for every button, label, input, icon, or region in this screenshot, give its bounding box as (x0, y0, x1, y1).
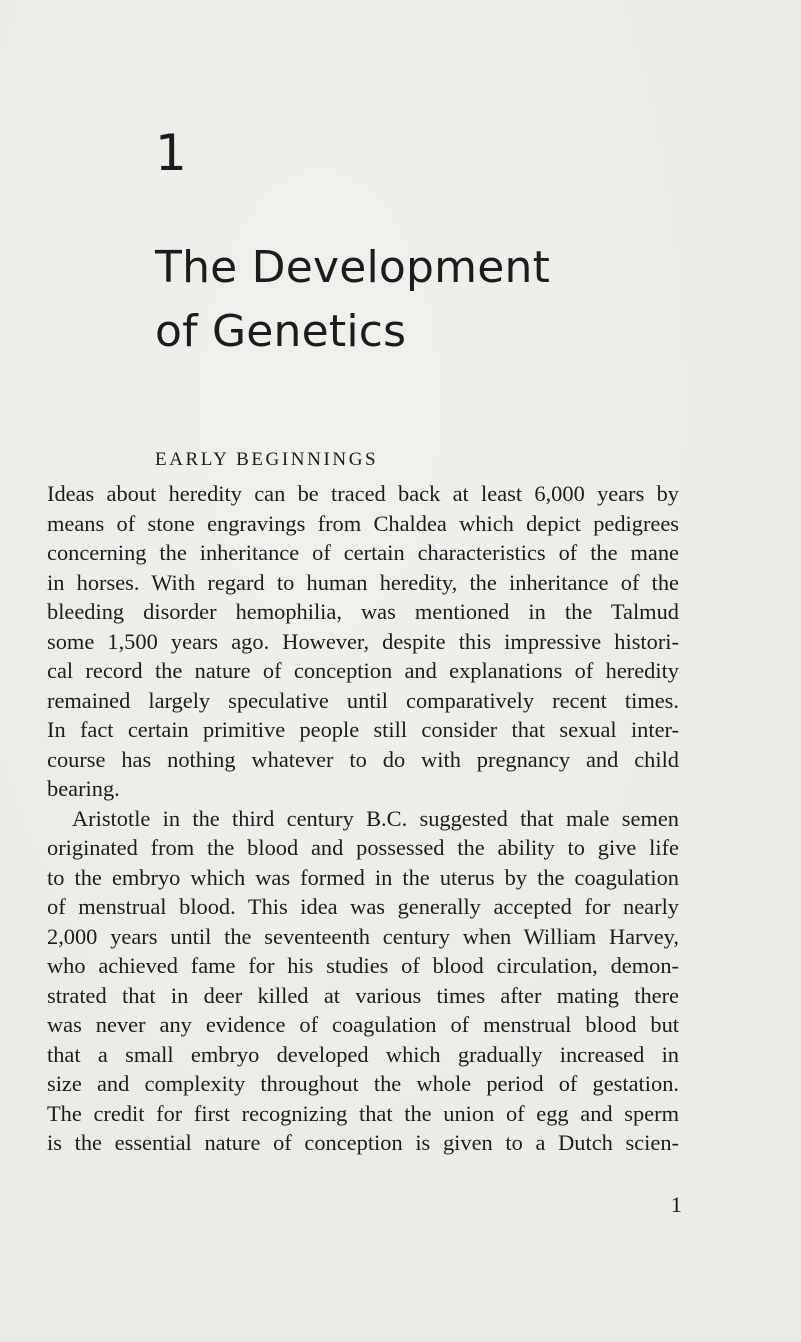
text-line: means of stone engravings from Chaldea which depict pedigrees (47, 510, 679, 536)
text-line: cal record the nature of conception and explanations of heredity (47, 658, 679, 683)
text-line: originated from the blood and possessed the ability to give life (47, 835, 679, 860)
text-line: to the embryo which was formed in the uterus by the coagulation (47, 864, 679, 890)
text-line: bleeding disorder hemophilia, was mentioned in the Talmud (47, 599, 679, 624)
text-line: was never any evidence of coagulation of menstrual blood but (47, 1012, 679, 1037)
chapter-number: 1 (155, 124, 187, 182)
chapter-title-line: The Development (155, 242, 551, 293)
text-line: is the essential nature of conception is given to a Dutch scien- (47, 1130, 679, 1155)
text-line: Ideas about heredity can be traced back at least 6,000 years by (47, 481, 679, 506)
text-line: In fact certain primitive people still consider that sexual inter- (47, 717, 679, 742)
text-line: that a small embryo developed which gradually increased in (47, 1041, 679, 1067)
text-line: some 1,500 years ago. However, despite this impressive histori- (47, 628, 679, 654)
text-line: who achieved fame for his studies of blood circulation, demon- (47, 953, 679, 978)
text-line: remained largely speculative until comparatively recent times. (47, 687, 679, 713)
text-line: 2,000 years until the seventeenth century when William Harvey, (47, 923, 679, 949)
text-line: The credit for first recognizing that the union of egg and sperm (47, 1100, 679, 1126)
body-text (47, 479, 679, 1158)
text-line: of menstrual blood. This idea was generally accepted for nearly (47, 894, 679, 919)
text-line: size and complexity throughout the whole period of gestation. (47, 1071, 679, 1096)
text-line: bearing. (47, 776, 120, 801)
text-line: course has nothing whatever to do with pregnancy and child (47, 746, 679, 772)
page-number: 1 (670, 1192, 682, 1217)
text-line: Aristotle in the third century B.C. suggested that male semen (72, 805, 679, 831)
section-heading: EARLY BEGINNINGS (155, 449, 379, 470)
text-line: concerning the inheritance of certain characteristics of the mane (47, 540, 679, 565)
chapter-title-line: of Genetics (155, 306, 407, 357)
chapter-title (155, 236, 715, 364)
text-line: strated that in deer killed at various times after mating there (47, 982, 679, 1008)
text-line: in horses. With regard to human heredity, the inheritance of the (47, 569, 679, 595)
